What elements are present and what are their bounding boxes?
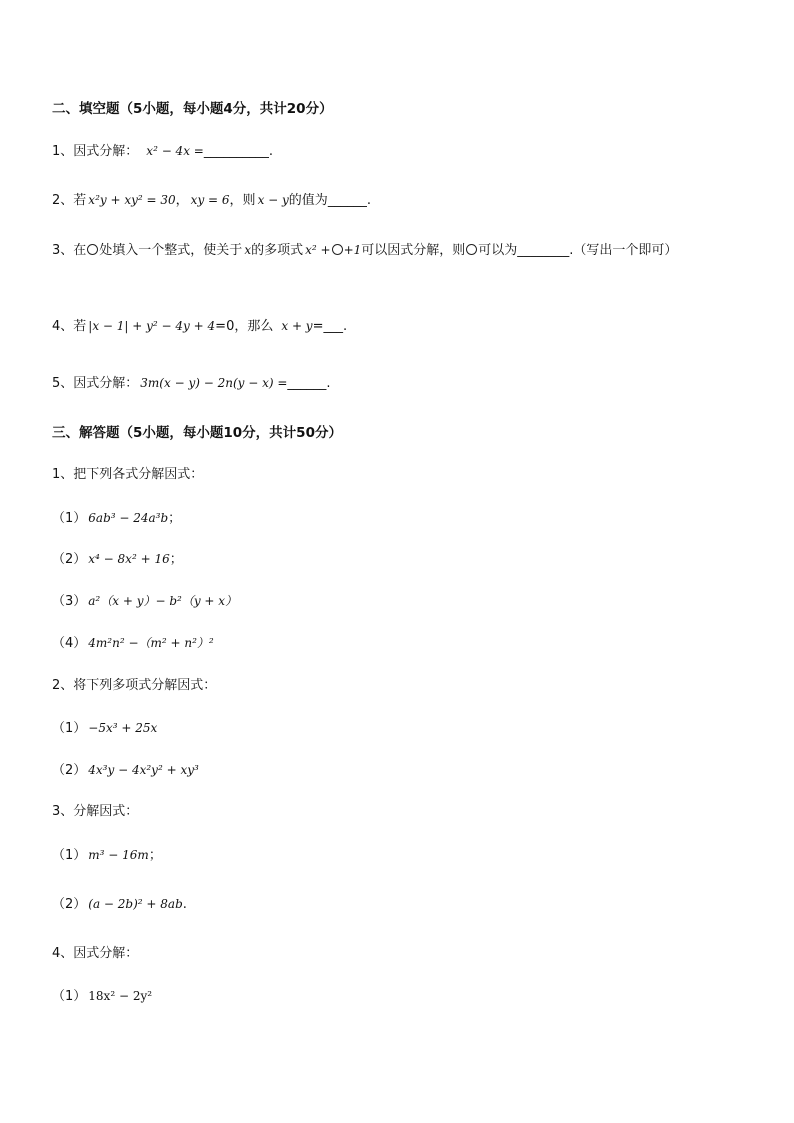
circle-placeholder-icon [466, 244, 477, 255]
question-number: 2、 [52, 193, 74, 208]
answer-blank: __________ [203, 144, 269, 159]
sub-question-label: （1） [52, 721, 87, 736]
period: . [268, 144, 273, 159]
math-expression: 3m(x − y) − 2n(y − x) = [140, 376, 288, 390]
punctuation: ； [148, 848, 162, 863]
math-expression: (a − 2b)² + 8ab [88, 897, 183, 911]
question-text: 因式分解： [73, 144, 139, 159]
sub-question-label: （3） [52, 594, 87, 609]
answer-question-3-title: 3、分解因式： [52, 804, 139, 819]
math-expression: x² + [305, 243, 331, 257]
question-number: 3、 [52, 243, 74, 258]
answer-question-4-title: 4、因式分解： [52, 946, 139, 961]
math-expression: x − y [257, 193, 289, 207]
sub-question-label: （2） [52, 763, 87, 778]
fill-question-3 [52, 238, 742, 263]
question-number: 4、 [52, 319, 74, 334]
sub-question-label: （1） [52, 848, 87, 863]
question-text: 若 [73, 319, 87, 334]
question-text: 处填入一个整式，使关于 [99, 243, 243, 258]
question-text: ，则 [229, 193, 256, 208]
math-expression: a²（x + y）− b²（y + x） [88, 594, 238, 608]
question-text: 在 [73, 243, 87, 258]
question-text: = [312, 319, 324, 334]
circle-placeholder-icon [332, 244, 343, 255]
sub-question-label: （4） [52, 636, 87, 651]
answer-blank: ___ [323, 319, 343, 334]
sub-question-label: （2） [52, 897, 87, 912]
question-text: .（写出一个即可） [569, 243, 678, 258]
question-text: 的值为 [288, 193, 328, 208]
answer-blank: ______ [287, 376, 327, 391]
question-text: 因式分解： [73, 376, 139, 391]
period: . [343, 319, 348, 334]
answer-blank: ______ [327, 193, 367, 208]
question-text: ， [175, 193, 189, 208]
math-expression: xy = 6 [190, 193, 230, 207]
sub-question [52, 508, 181, 529]
math-expression: 6ab³ − 24a³b [88, 511, 169, 525]
math-expression: m³ − 16m [88, 848, 149, 862]
question-text: 若 [73, 193, 87, 208]
question-text: =0 [215, 319, 235, 334]
section-2-heading: 二、填空题（5小题，每小题4分，共计20分） [52, 101, 333, 117]
question-text: ，那么 [234, 319, 274, 334]
sub-question [52, 894, 187, 915]
math-expression: +1 [343, 243, 362, 257]
sub-question-label: （1） [52, 989, 87, 1004]
question-text: 的多项式 [251, 243, 304, 258]
sub-question [52, 633, 214, 654]
math-expression: −5x³ + 25x [88, 721, 158, 735]
math-expression: x²y + xy² = 30 [88, 193, 176, 207]
question-text: 可以为 [478, 243, 518, 258]
math-expression: 4x³y − 4x²y² + xy³ [88, 763, 199, 777]
math-expression: 18x² − 2y² [88, 989, 153, 1003]
fill-question-5 [52, 373, 331, 394]
punctuation: . [182, 897, 187, 912]
math-expression: 4m²n² −（m² + n²）² [88, 636, 214, 650]
math-expression: |x − 1| + y² − 4y + 4 [88, 319, 216, 333]
answer-blank: ________ [517, 243, 570, 258]
sub-question [52, 845, 162, 866]
punctuation: ； [169, 552, 183, 567]
sub-question [52, 760, 199, 781]
question-text: 可以因式分解，则 [361, 243, 466, 258]
sub-question-label: （1） [52, 511, 87, 526]
math-expression: x² − 4x = [146, 144, 204, 158]
sub-question [52, 986, 152, 1007]
sub-question [52, 591, 237, 612]
fill-question-4 [52, 316, 347, 337]
answer-question-2-title: 2、将下列多项式分解因式： [52, 678, 217, 693]
period: . [326, 376, 331, 391]
punctuation: ； [168, 511, 182, 526]
math-expression: x⁴ − 8x² + 16 [88, 552, 170, 566]
fill-question-2 [52, 190, 371, 211]
question-number: 5、 [52, 376, 74, 391]
math-expression: x + y [281, 319, 313, 333]
fill-question-1 [52, 141, 273, 162]
sub-question [52, 549, 183, 570]
answer-question-1-title: 1、把下列各式分解因式： [52, 467, 204, 482]
question-number: 1、 [52, 144, 74, 159]
sub-question [52, 718, 157, 739]
circle-placeholder-icon [87, 244, 98, 255]
period: . [366, 193, 371, 208]
section-3-heading: 三、解答题（5小题，每小题10分，共计50分） [52, 425, 342, 441]
math-expression: x [244, 243, 252, 257]
sub-question-label: （2） [52, 552, 87, 567]
